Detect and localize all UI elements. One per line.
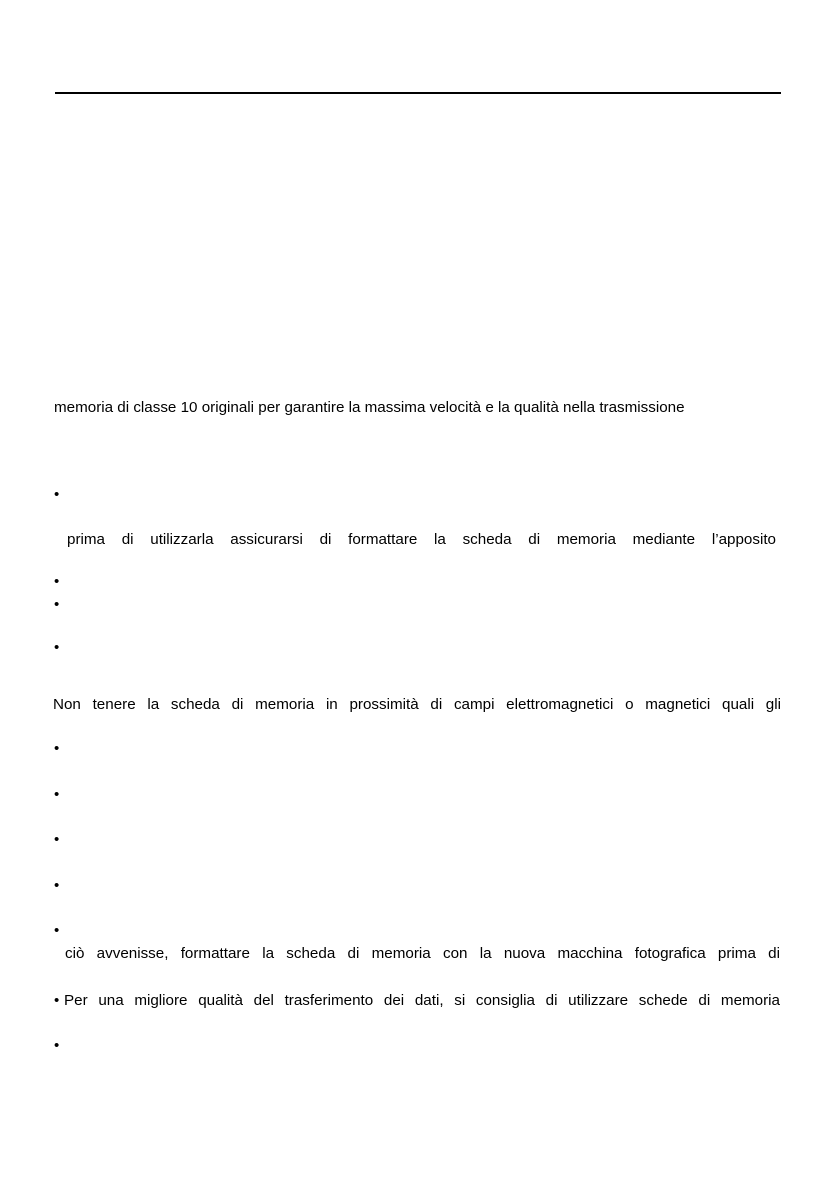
bullet-10: •	[54, 992, 60, 1009]
bullet-5: •	[54, 740, 60, 757]
text-line-nuova-macchina: ciò avvenisse, formattare la scheda di memoria con la nuova macchina fotografica prima di	[65, 945, 780, 962]
text-line-formattare-scheda: prima di utilizzarla assicurarsi di formattare la scheda di memoria mediante l’apposito	[67, 531, 776, 548]
text-line-campi-elettromagnetici: Non tenere la scheda di memoria in prossimità di campi elettromagnetici o magnetici quali gli	[53, 696, 781, 713]
header-rule	[55, 92, 781, 94]
bullet-9: •	[54, 922, 60, 939]
bullet-11: •	[54, 1037, 60, 1054]
bullet-7: •	[54, 831, 60, 848]
text-line-memoria-classe-10: memoria di classe 10 originali per garantire la massima velocità e la qualità nella trasmissione	[54, 399, 685, 416]
text-line-migliore-qualita: Per una migliore qualità del trasferimento dei dati, si consiglia di utilizzare schede di memoria	[64, 992, 780, 1009]
bullet-1: •	[54, 486, 60, 503]
bullet-2: •	[54, 573, 60, 590]
bullet-4: •	[54, 639, 60, 656]
bullet-3: •	[54, 596, 60, 613]
bullet-6: •	[54, 786, 60, 803]
bullet-8: •	[54, 877, 60, 894]
